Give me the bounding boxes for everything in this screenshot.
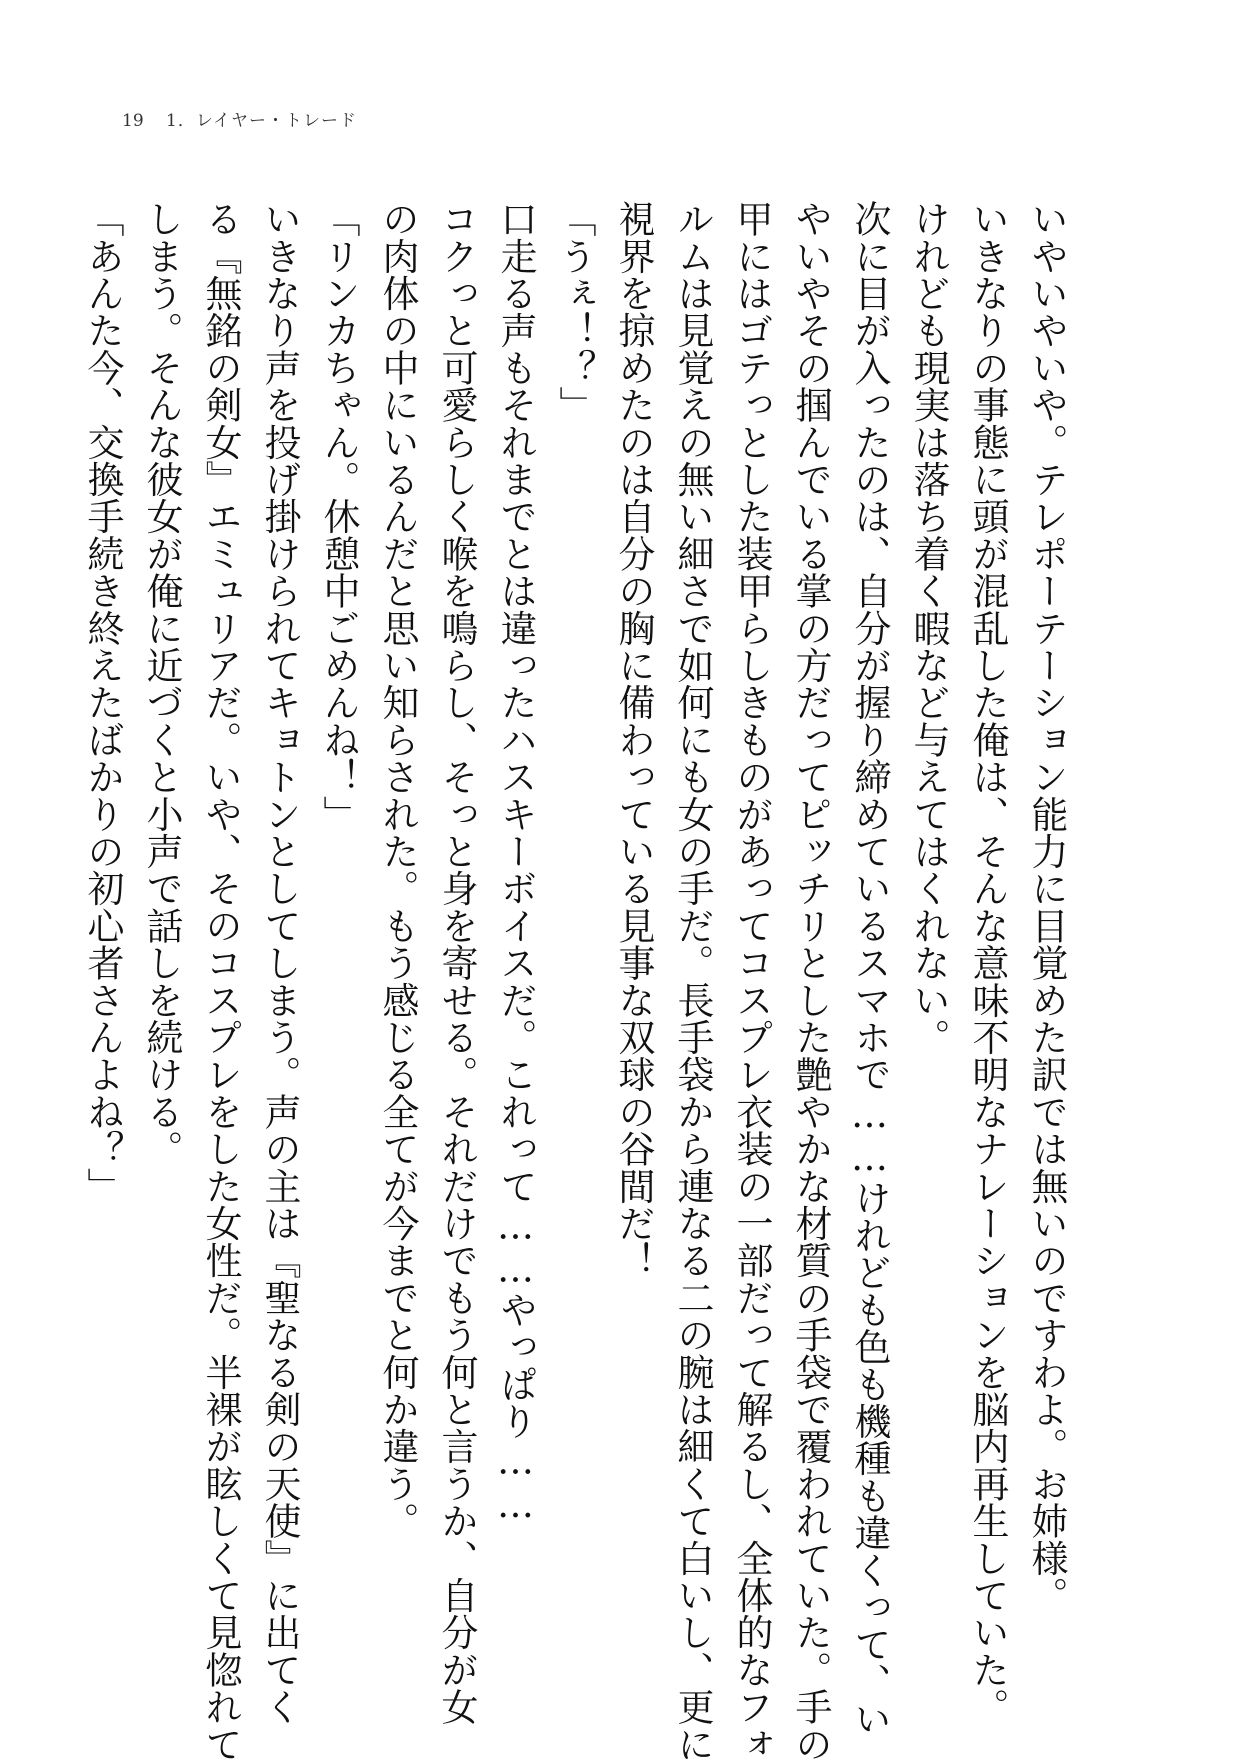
- page-number: 19: [122, 111, 144, 131]
- text-line-17: 「あんた今、交換手続き終えたばかりの初心者さんよね？」: [81, 200, 124, 1205]
- text-line-14: いきなり声を投げ掛けられてキョトンとしてしまう。声の主は『聖なる剣の天使』に出てく: [258, 200, 301, 1726]
- text-line-15: る『無銘の剣女』エミュリアだ。いや、そのコスプレをした女性だ。半裸が眩しくて見惚れて: [199, 200, 242, 1762]
- text-line-10: 口走る声もそれまでとは違ったハスキーボイスだ。これって……やっぱり……: [494, 200, 537, 1526]
- chapter-title: 1．レイヤー・トレード: [166, 111, 357, 131]
- text-line-2: いきなりの事態に頭が混乱した俺は、そんな意味不明なナレーションを脳内再生していた。: [966, 200, 1009, 1726]
- text-line-3: けれども現実は落ち着く暇など与えてはくれない。: [907, 200, 950, 1056]
- text-line-5: やいやその掴んでいる掌の方だってピッチリとした艶やかな材質の手袋で覆われていた。手の: [789, 200, 832, 1762]
- text-line-8: 視界を掠めたのは自分の胸に備わっている見事な双球の谷間だ！: [612, 200, 655, 1279]
- running-head: [122, 106, 357, 132]
- text-line-11: コクっと可愛らしく喉を鳴らし、そっと身を寄せる。それだけでもう何と言うか、自分が女: [435, 200, 478, 1726]
- text-line-16: しまう。そんな彼女が俺に近づくと小声で話しを続ける。: [140, 200, 183, 1168]
- text-line-13: 「リンカちゃん。休憩中ごめんね！」: [317, 200, 360, 833]
- text-line-7: ルムは見覚えの無い細さで如何にも女の手だ。長手袋から連なる二の腕は細くて白いし、更に: [671, 200, 714, 1762]
- text-line-12: の肉体の中にいるんだと思い知らされた。もう感じる全てが今までと何か違う。: [376, 200, 419, 1540]
- text-line-6: 甲にはゴテっとした装甲らしきものがあってコスプレ衣装の一部だって解るし、全体的なフォ: [730, 200, 773, 1762]
- body-text: [81, 200, 1076, 1762]
- text-line-9: 「うぇ！？」: [553, 200, 596, 424]
- text-line-1: いやいやいや。テレポーテーション能力に目覚めた訳では無いのですわよ。お姉様。: [1025, 200, 1068, 1614]
- text-line-4: 次に目が入ったのは、自分が握り締めているスマホで……けれども色も機種も違くって、い: [848, 200, 891, 1738]
